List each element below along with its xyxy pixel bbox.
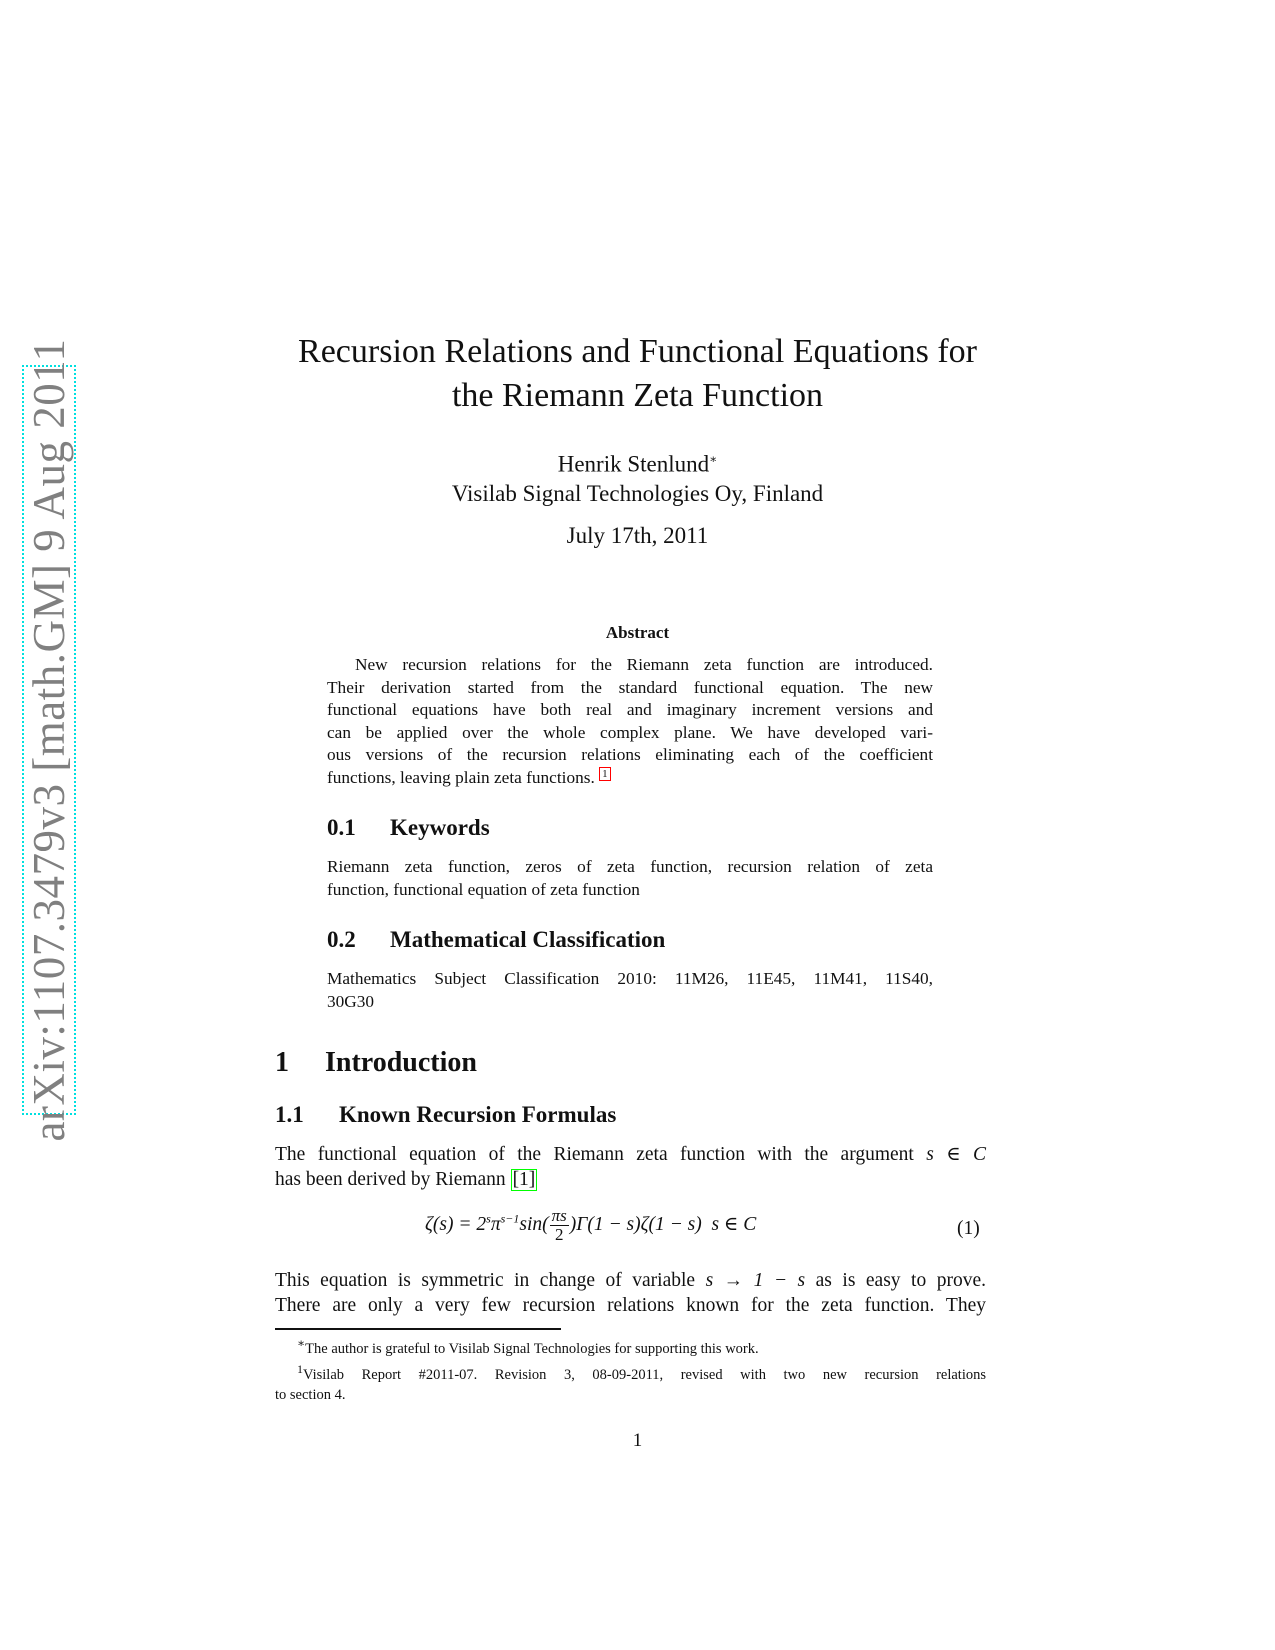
paper-title [0, 330, 1275, 418]
footnotes [275, 1333, 986, 1405]
classification-line: 30G30 [327, 991, 375, 1011]
keywords-text [327, 856, 933, 901]
abstract-line: Their derivation started from the standard functional equation. The new [327, 677, 933, 697]
section-title: Introduction [325, 1047, 477, 1078]
subsection-heading-known-recursion [275, 1102, 616, 1128]
footnote-rule [275, 1328, 561, 1330]
section-heading-introduction [275, 1047, 477, 1079]
arxiv-stamp-text: arXiv:1107.3479v3 [math.GM] 9 Aug 2011 [24, 338, 74, 1142]
abstract-body [327, 654, 933, 789]
keywords-line: function, functional equation of zeta function [327, 879, 640, 899]
title-line-2: the Riemann Zeta Function [451, 377, 824, 414]
equation-1: $\zeta(s) = 2^s\pi^{s-1}\sin$( $\frac{\pi s}{2}$ )Γ(1 − s)ζ(1 − s) s ∈ C [425, 1206, 757, 1244]
abstract-line: functional equations have both real and imaginary increment versions and [327, 700, 933, 719]
abstract-line: ous versions of the recursion relations eliminating each of the coefficient [327, 745, 933, 764]
author-footnote-mark[interactable]: ∗ [709, 452, 718, 466]
section-title: Mathematical Classification [390, 927, 666, 952]
footnote-1-cont: to section 4. [275, 1386, 346, 1403]
footnote-1: $^1$Visilab Report #2011-07. Revision 3, 08-09-2011, revised with two new recursion relations [297, 1361, 986, 1383]
abstract-line: New recursion relations for the Riemann zeta function are introduced. [355, 655, 933, 674]
paragraph-line: This equation is symmetric in change of variable s → 1 − s as is easy to prove. [275, 1270, 986, 1291]
author-block [0, 445, 1275, 508]
section-title: Keywords [390, 815, 490, 840]
section-heading-keywords [327, 815, 490, 841]
author-affiliation: Visilab Signal Technologies Oy, Finland [451, 480, 824, 506]
classification-line: Mathematics Subject Classification 2010: 11M26, 11E45, 11M41, 11S40, [327, 969, 933, 988]
section-number: 1.1 [275, 1102, 304, 1127]
abstract-heading: Abstract [605, 623, 670, 642]
intro-paragraph-2 [275, 1268, 986, 1318]
page-number: 1 [632, 1430, 643, 1451]
abstract-line: can be applied over the whole complex plane. We have developed vari- [327, 722, 933, 742]
paper-date: July 17th, 2011 [566, 523, 709, 548]
fraction: $\frac{\pi s}{2}$ [551, 1206, 567, 1244]
section-title: Known Recursion Formulas [339, 1102, 617, 1127]
section-heading-classification [327, 927, 665, 953]
title-line-1: Recursion Relations and Functional Equations for [298, 333, 977, 370]
citation-1-link[interactable]: [1] [512, 1169, 536, 1190]
intro-paragraph-1 [275, 1142, 986, 1192]
section-number: 0.1 [327, 815, 356, 840]
keywords-line: Riemann zeta function, zeros of zeta function, recursion relation of zeta [327, 857, 933, 876]
equation-number: (1) [957, 1218, 980, 1239]
paragraph-line: The functional equation of the Riemann zeta function with the argument s ∈ C [275, 1144, 987, 1165]
paragraph-line: There are only a very few recursion relations known for the zeta function. They [275, 1295, 986, 1316]
footnote-author: ∗The author is grateful to Visilab Signal Technologies for supporting this work. [297, 1336, 759, 1357]
section-number: 1 [275, 1047, 289, 1078]
section-number: 0.2 [327, 927, 356, 952]
footnote-1-link[interactable]: 1 [599, 767, 611, 781]
paragraph-line: has been derived by Riemann [1] [275, 1169, 536, 1190]
author-name: Henrik Stenlund∗ [557, 451, 718, 477]
classification-text [327, 968, 933, 1013]
abstract-line-last: functions, leaving plain zeta functions. 1 [327, 767, 933, 790]
